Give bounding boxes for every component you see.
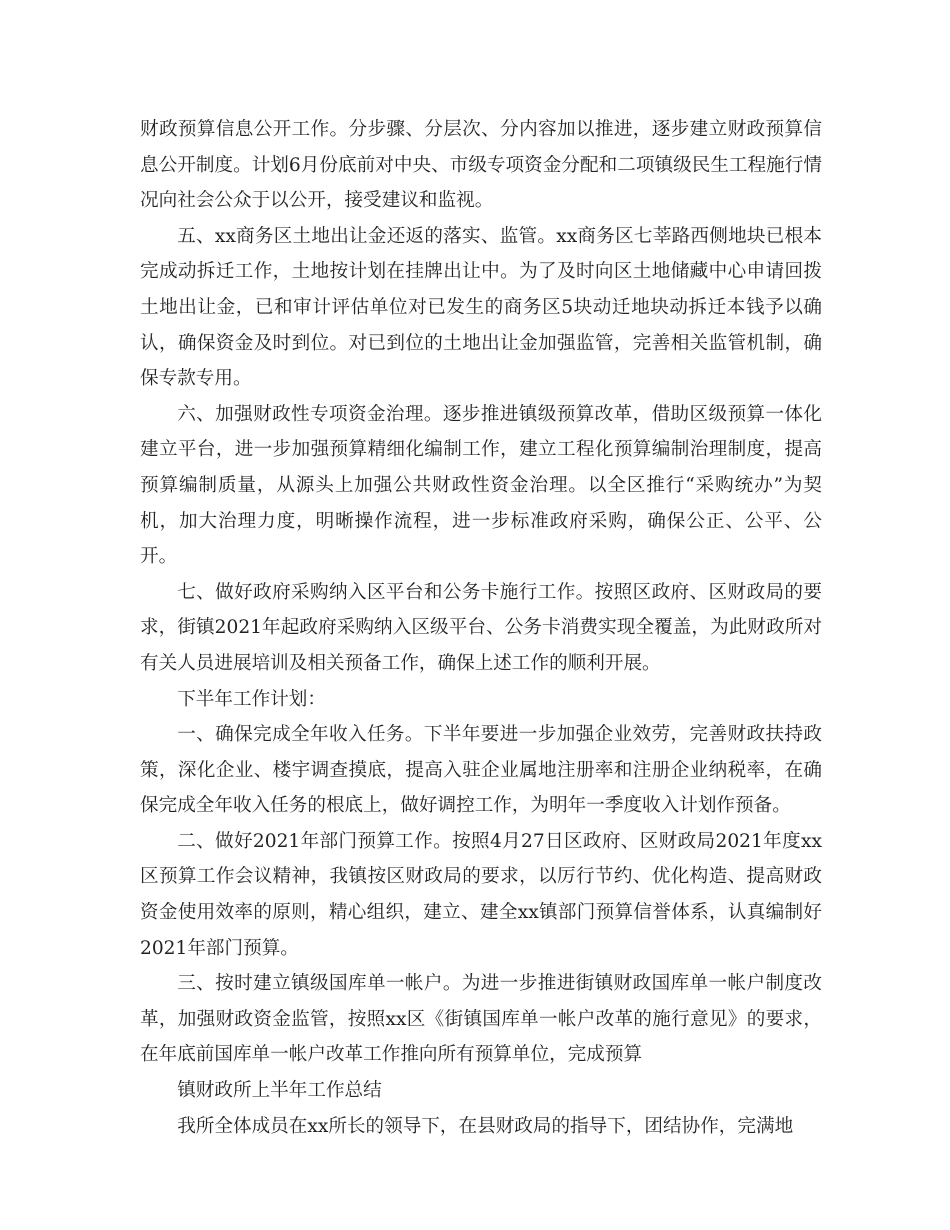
- section-heading-second-half-plan: 下半年工作计划：: [177, 688, 326, 710]
- paragraph-budget-disclosure: 财政预算信息公开工作。分步骤、分层次、分内容加以推进，逐步建立财政预算信息公开制度。计划6月份底前对中央、市级专项资金分配和二项镇级民生工程施行情况向社会公众于以公开，接受建议和监视。: [140, 119, 822, 212]
- paragraph-item-7-procurement: 七、做好政府采购纳入区平台和公务卡施行工作。按照区政府、区财政局的要求，街镇2021年起政府采购纳入区级平台、公务卡消费实现全覆盖，为此财政所对有关人员进展培训及相关预备工作，确保上述工作的顺利开展。: [140, 581, 822, 674]
- document-body: [140, 112, 822, 1144]
- paragraph-plan-1-revenue: 一、确保完成全年收入任务。下半年要进一步加强企业效劳，完善财政扶持政策，深化企业、楼宇调查摸底，提高入驻企业属地注册率和注册企业纳税率，在确保完成全年收入任务的根底上，做好调控工作，为明年一季度收入计划作预备。: [140, 724, 822, 817]
- paragraph-item-5-land-revenue: 五、xx商务区土地出让金还返的落实、监管。xx商务区七莘路西侧地块已根本完成动拆迁工作，土地按计划在挂牌出让中。为了及时向区土地储藏中心申请回拨土地出让金，已和审计评估单位对已发生的商务区5块动迁地块动拆迁本钱予以确认，确保资金及时到位。对已到位的土地出让金加强监管，完善相关监管机制，确保专款专用。: [140, 225, 822, 390]
- paragraph-item-6-special-funds: 六、加强财政性专项资金治理。逐步推进镇级预算改革，借助区级预算一体化建立平台，进一步加强预算精细化编制工作，建立工程化预算编制治理制度，提高预算编制质量，从源头上加强公共财政性资金治理。以全区推行“采购统办”为契机，加大治理力度，明晰操作流程，进一步标准政府采购，确保公正、公平、公开。: [140, 403, 822, 568]
- section-heading-summary-title: 镇财政所上半年工作总结: [177, 1080, 382, 1102]
- paragraph-plan-2-budget: 二、做好2021年部门预算工作。按照4月27日区政府、区财政局2021年度xx区预算工作会议精神，我镇按区财政局的要求，以厉行节约、优化构造、提高财政资金使用效率的原则，精心组织，建立、建全xx镇部门预算信誉体系，认真编制好2021年部门预算。: [140, 830, 822, 959]
- paragraph-plan-3-treasury: 三、按时建立镇级国库单一帐户。为进一步推进街镇财政国库单一帐户制度改革，加强财政资金监管，按照xx区《街镇国库单一帐户改革的施行意见》的要求，在年底前国库单一帐户改革工作推向所有预算单位，完成预算: [140, 973, 822, 1066]
- paragraph-summary-intro: 我所全体成员在xx所长的领导下，在县财政局的指导下，团结协作，完满地: [177, 1115, 794, 1137]
